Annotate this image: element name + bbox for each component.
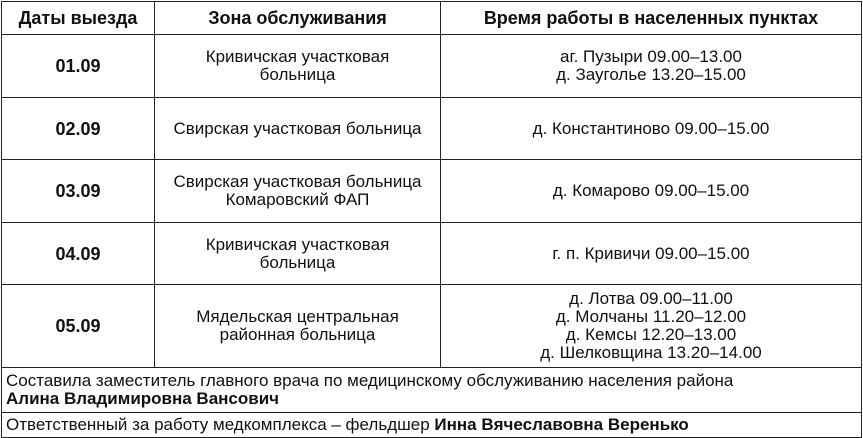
work-times (441, 285, 862, 368)
zone-line: больница (259, 65, 336, 84)
service-zone (155, 160, 441, 223)
time-line: д. Комарово 09.00–15.00 (552, 181, 750, 200)
table-row (2, 285, 862, 368)
zone-line: Кривичская участковая (205, 47, 390, 66)
work-times (441, 35, 862, 98)
work-times (441, 98, 862, 160)
table-row (2, 223, 862, 285)
service-zone (155, 98, 441, 160)
zone-line: Свирская участковая больница (173, 118, 422, 138)
visit-date: 05.09 (2, 285, 155, 368)
table-row (2, 98, 862, 160)
responsible-text: Ответственный за работу медкомплекса – фельдшер (6, 415, 435, 434)
zone-line: Мядельская центральная (196, 307, 399, 326)
table-row (2, 35, 862, 98)
zone-line: Комаровский ФАП (225, 190, 370, 209)
time-line: аг. Пузыри 09.00–13.00 (560, 47, 742, 66)
compiled-by-row (2, 368, 862, 413)
zone-line: Кривичская участковая (205, 234, 390, 254)
header-row (2, 2, 862, 35)
time-line: д. Кемсы 12.20–13.00 (565, 325, 737, 344)
time-line: д. Заугольe 13.20–15.00 (556, 65, 746, 84)
service-zone (155, 35, 441, 98)
visit-date: 04.09 (2, 223, 155, 285)
header-date: Даты выезда (2, 2, 155, 35)
compiled-by-name: Алина Владимировна Вансович (6, 389, 280, 408)
visit-date: 02.09 (2, 98, 155, 160)
time-line: д. Шелковщина 13.20–14.00 (540, 343, 762, 362)
zone-line: Свирская участковая больница (173, 172, 422, 191)
service-zone (155, 285, 441, 368)
time-line: д. Константиново 09.00–15.00 (532, 118, 770, 138)
zone-line: больница (259, 252, 336, 272)
visit-date: 01.09 (2, 35, 155, 98)
responsible-name: Инна Вячеславовна Веренько (434, 415, 689, 434)
time-line: д. Молчаны 11.20–12.00 (555, 307, 747, 326)
schedule-table (1, 1, 862, 438)
time-line: г. п. Кривичи 09.00–15.00 (552, 243, 750, 263)
time-line: д. Лотва 09.00–11.00 (569, 289, 733, 308)
header-times: Время работы в населенных пунктах (441, 2, 862, 35)
table-row (2, 160, 862, 223)
service-zone (155, 223, 441, 285)
visit-date: 03.09 (2, 160, 155, 223)
work-times (441, 223, 862, 285)
compiled-by-text: Составила заместитель главного врача по медицинскому обслуживанию населения района (6, 371, 734, 390)
zone-line: районная больница (219, 325, 376, 344)
compiled-by-note (2, 368, 862, 413)
work-times (441, 160, 862, 223)
header-zone: Зона обслуживания (155, 2, 441, 35)
